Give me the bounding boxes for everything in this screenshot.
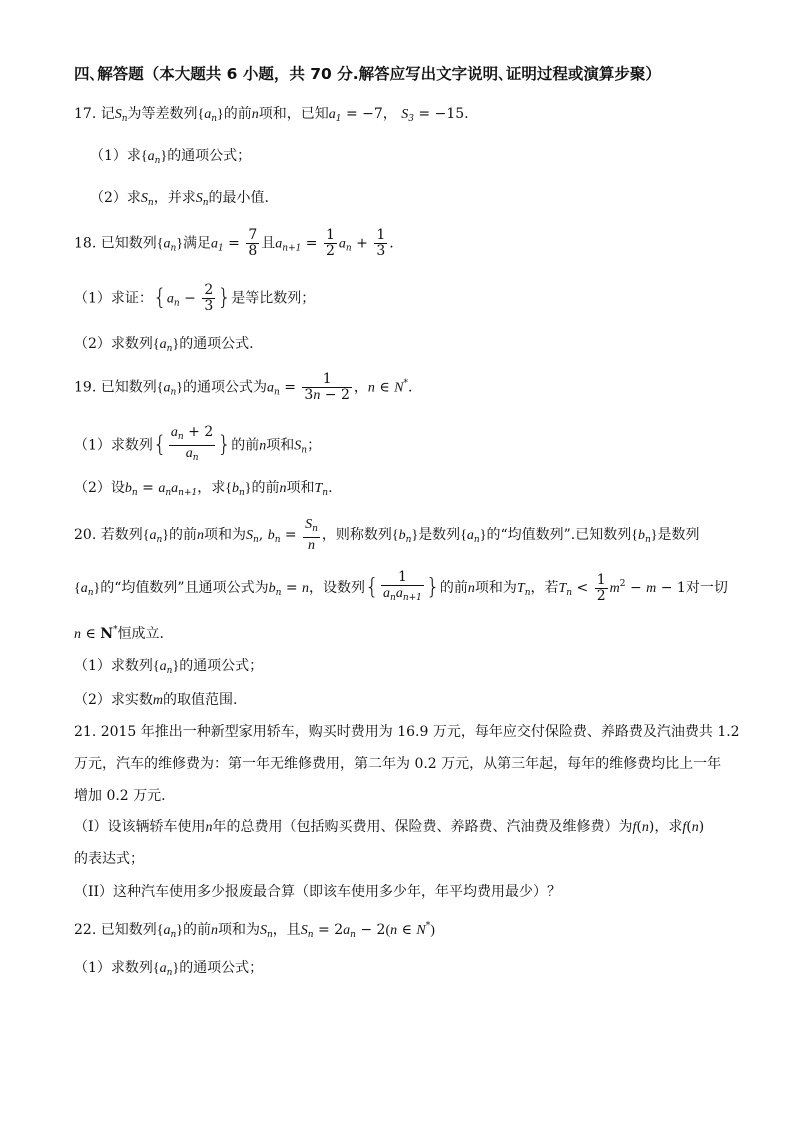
q18-stem: 18. 已知数列$\{a_n\}$满足$a_1$ = $\frac{7}{8}$ 且$a_{n+1}$ = $\frac{1}{2}$ $a_n$ + $\frac{1}{3}$ . [74,227,394,259]
q20-stem-line2: $\{a_n\}$的“均值数列”且通项公式为$b_n = n$，设数列{ $\frac{1}{a_na_{n+1}}$ }的前n项和为$T_n$，若$T_n$ < $\frac{1}{2}$ $m^2 - m - 1$对一切 [74,569,728,604]
q21-line1: 21. 2015 年推出一种新型家用轿车，购买时费用为 16.9 万元，每年应交付保险费、养路费及汽油费共 1.2 [74,724,740,740]
q18-part1: （1）求证：{$a_n$ − $\frac{2}{3}$ }是等比数列； [74,282,316,314]
q20-stem-line1: 20. 若数列$\{a_n\}$的前n项和为$S_n$, $b_n$ = $\frac{S_n}{n}$ ，则称数列$\{b_n\}$是数列$\{a_n\}$的“均值数列”.已知数列$\{b_n\}$是数列 [74,517,700,553]
q21-part2: （II）这种汽车使用多少报废最合算（即该车使用多少年，年平均费用最少）？ [74,884,562,900]
q22-stem: 22. 已知数列$\{a_n\}$的前n项和为$S_n$，且$S_n = 2a_n - 2(n$ ∈ N*) [74,921,435,940]
q19-stem: 19. 已知数列$\{a_n\}$的通项公式为$a_n$ = $\frac{1}{3n - 2}$ ，n ∈ N*. [74,371,413,403]
q19-part2: （2）设$b_n = a_na_{n+1}$，求$\{b_n\}$的前n项和$T_n$. [74,480,333,498]
q20-part1: （1）求数列$\{a_n\}$的通项公式； [74,658,264,676]
q21-line3: 增加 0.2 万元. [74,788,166,804]
q17-stem: 17. 记$S_n$为等差数列$\{a_n\}$的前n项和，已知$a_1 = -7$， $S_3 = -15$. [74,106,469,124]
q20-part2: （2）求实数m的取值范围. [74,692,238,708]
q19-part1: （1）求数列{ $\frac{a_n + 2}{a_n}$ }的前n项和$S_n$； [74,424,322,463]
section-title: 四､解答题（本大题共 6 小题，共 70 分.解答应写出文字说明､证明过程或演算步聚） [74,65,661,83]
q17-part2: （2）求$S_n$，并求$S_n$的最小值. [90,190,269,208]
q20-stem-line3: n ∈ N*恒成立. [74,625,165,642]
q21-line2: 万元，汽车的维修费为：第一年无维修费用，第二年为 0.2 万元，从第三年起，每年的维修费均比上一年 [74,756,722,772]
q18-part2: （2）求数列$\{a_n\}$的通项公式. [74,336,254,354]
q21-part1-cont: 的表达式； [74,851,144,867]
q22-part1: （1）求数列$\{a_n\}$的通项公式； [74,960,264,978]
q17-part1: （1）求$\{a_n\}$的通项公式； [90,148,252,166]
q21-part1: （I）设该辆轿车使用n年的总费用（包括购买费用、保险费、养路费、汽油费及维修费）为f(n)，求f(n) [74,819,705,835]
